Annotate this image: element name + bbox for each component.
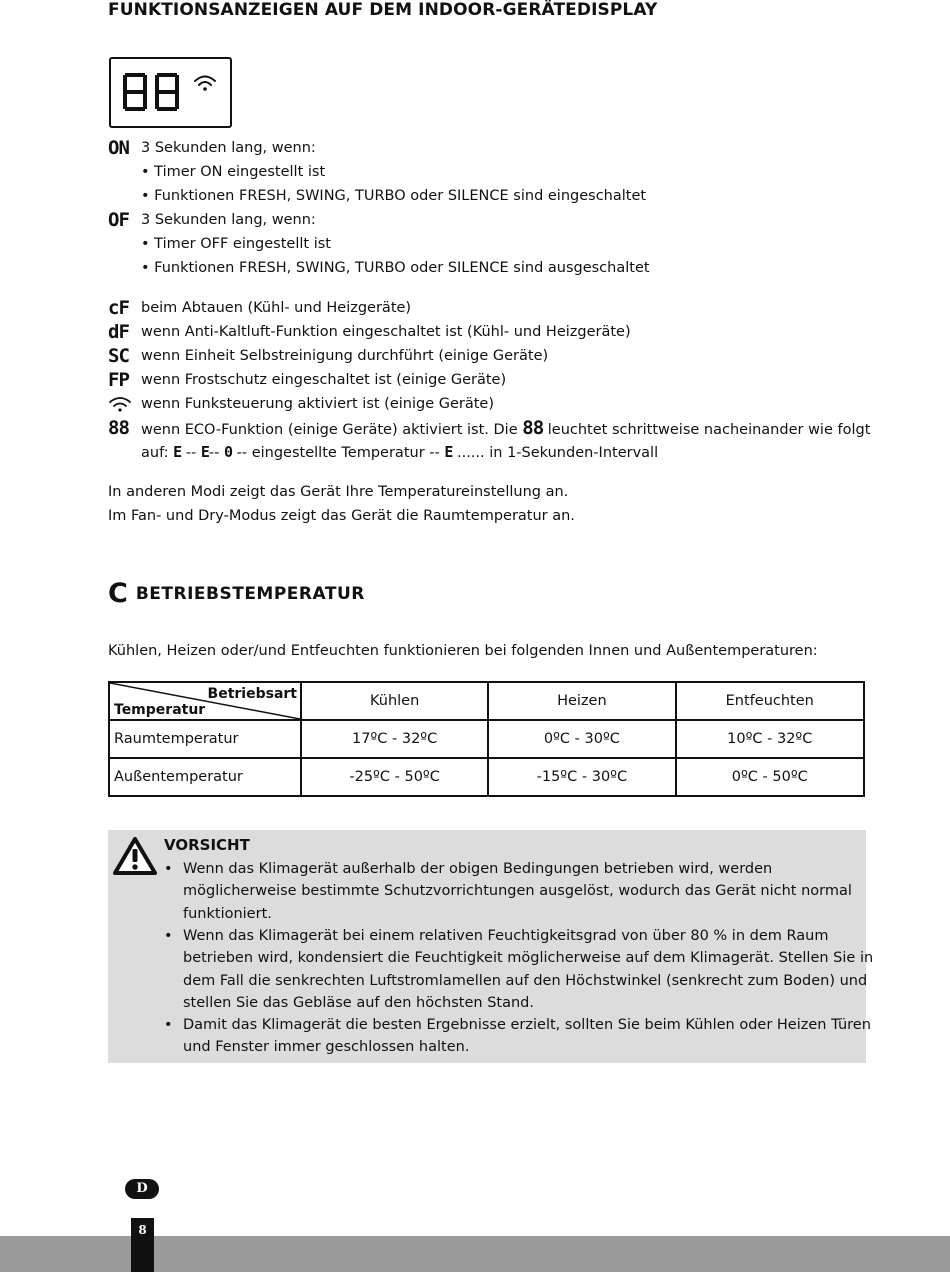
eco-line-2-start: auf: [141,445,169,461]
other-modes-line-1: In anderen Modi zeigt das Gerät Ihre Temperatureinstellung an. [108,484,569,500]
fp-code-icon: FP [108,369,129,391]
table-header-cell: Heizen [488,682,675,720]
table-row-label: Außentemperatur [109,758,301,796]
table-cell: 0ºC - 30ºC [488,720,675,758]
eco-line-2-end: ...... in 1-Sekunden-Intervall [456,445,659,461]
section-title: BETRIEBSTEMPERATUR [135,583,365,604]
of-code-icon: OF [108,209,129,231]
eco-seq-e2-icon: E [200,443,209,461]
caution-item-1 [164,858,854,925]
section-c-heading [108,578,365,609]
fp-text: wenn Frostschutz eingeschaltet ist (einige Geräte) [141,372,507,388]
caution-item-2-line: betrieben wird, kondensiert die Feuchtigkeit möglicherweise auf dem Klimagerät. Stellen Sie in [183,950,874,967]
operating-temperature-table [108,681,865,797]
on-row [108,138,129,160]
table-corner-cell [109,682,301,720]
eco-seq-e3-icon: E [444,443,453,461]
table-header-cell: Kühlen [301,682,488,720]
table-header-cell: Entfeuchten [676,682,864,720]
intro-text: Kühlen, Heizen oder/und Entfeuchten funktionieren bei folgenden Innen und Außentemperaturen: [108,643,818,659]
caution-item-2-line: dem Fall die senkrechten Luftstromlamellen auf den Höchstwinkel (senkrecht zum Boden) und [183,972,868,989]
table-row-label: Raumtemperatur [109,720,301,758]
section-letter: C [108,578,128,609]
table-cell: -25ºC - 50ºC [301,758,488,796]
caution-item-1-line: funktioniert. [183,905,272,922]
on-code-icon: ON [108,137,129,159]
caution-box [108,830,874,1063]
df-text: wenn Anti-Kaltluft-Funktion eingeschaltet ist (Kühl- und Heizgeräte) [141,324,631,340]
table-row [109,758,864,796]
sc-text: wenn Einheit Selbstreinigung durchführt (einige Geräte) [141,348,549,364]
of-intro: 3 Sekunden lang, wenn: [141,212,316,228]
eco-line-1 [141,418,870,440]
caution-item-3-line: und Fenster immer geschlossen halten. [183,1039,470,1056]
df-code-icon: dF [108,321,129,343]
caution-item-3 [164,1014,871,1059]
on-intro: 3 Sekunden lang, wenn: [141,140,316,156]
eco-seq-sep-1: -- [185,445,197,461]
of-bullet-1: • Timer OFF eingestellt ist [141,236,331,252]
section-heading: FUNKTIONSANZEIGEN AUF DEM INDOOR-GERÄTEDISPLAY [108,0,658,20]
eco-line-2-mid: -- eingestellte Temperatur -- [236,445,440,461]
display-panel [109,57,232,128]
wifi-icon [108,395,132,417]
eco-seq-e1-icon: E [173,443,182,461]
cf-text: beim Abtauen (Kühl- und Heizgeräte) [141,300,412,316]
table-header-row [109,682,864,720]
caution-item-2 [164,925,874,1014]
wifi-text: wenn Funksteuerung aktiviert ist (einige Geräte) [141,396,495,412]
eco-code-icon: 88 [108,417,129,439]
caution-title: VORSICHT [164,836,250,854]
eco-line-1-start: wenn ECO-Funktion (einige Geräte) aktiviert ist. Die [141,422,518,438]
on-bullet-1: • Timer ON eingestellt ist [141,164,326,180]
eco-inline-code-icon: 88 [522,417,544,439]
bullet: • [164,928,173,944]
caution-item-3-line: Damit das Klimagerät die besten Ergebnisse erzielt, sollten Sie beim Kühlen oder Heizen Türen [183,1017,871,1033]
caution-item-2-line: stellen Sie das Gebläse auf den höchsten Stand. [183,994,534,1011]
eco-seq-sep-2: -- [208,445,220,461]
eco-seq-zero-icon: 0 [224,443,233,461]
bullet: • [164,861,173,877]
bullet: • [164,1017,173,1033]
caution-item-1-line: möglicherweise bestimmte Schutzvorrichtungen ausgelöst, wodurch das Gerät nicht normal [183,883,852,900]
table-row [109,720,864,758]
language-badge: D [125,1179,159,1199]
table-cell: 17ºC - 32ºC [301,720,488,758]
table-cell: 0ºC - 50ºC [676,758,864,796]
other-modes-line-2: Im Fan- und Dry-Modus zeigt das Gerät die Raumtemperatur an. [108,508,575,524]
sc-code-icon: SC [108,345,129,367]
eco-line-2 [141,442,658,463]
warning-triangle-icon [112,836,158,876]
of-row [108,210,129,232]
on-bullet-2: • Funktionen FRESH, SWING, TURBO oder SILENCE sind eingeschaltet [141,188,647,204]
corner-top-label: Betriebsart [207,686,297,702]
corner-bottom-label: Temperatur [114,702,206,718]
caution-item-1-line: Wenn das Klimagerät außerhalb der obigen Bedingungen betrieben wird, werden [183,861,773,877]
page-number: 8 [131,1218,154,1272]
caution-item-2-line: Wenn das Klimagerät bei einem relativen Feuchtigkeitsgrad von über 80 % in dem Raum [183,928,829,944]
table-cell: -15ºC - 30ºC [488,758,675,796]
table-cell: 10ºC - 32ºC [676,720,864,758]
cf-code-icon: cF [108,297,129,319]
seven-segment-display-icon [111,59,230,126]
of-bullet-2: • Funktionen FRESH, SWING, TURBO oder SILENCE sind ausgeschaltet [141,260,650,276]
eco-line-1-end: leuchtet schrittweise nacheinander wie folgt [547,422,871,438]
